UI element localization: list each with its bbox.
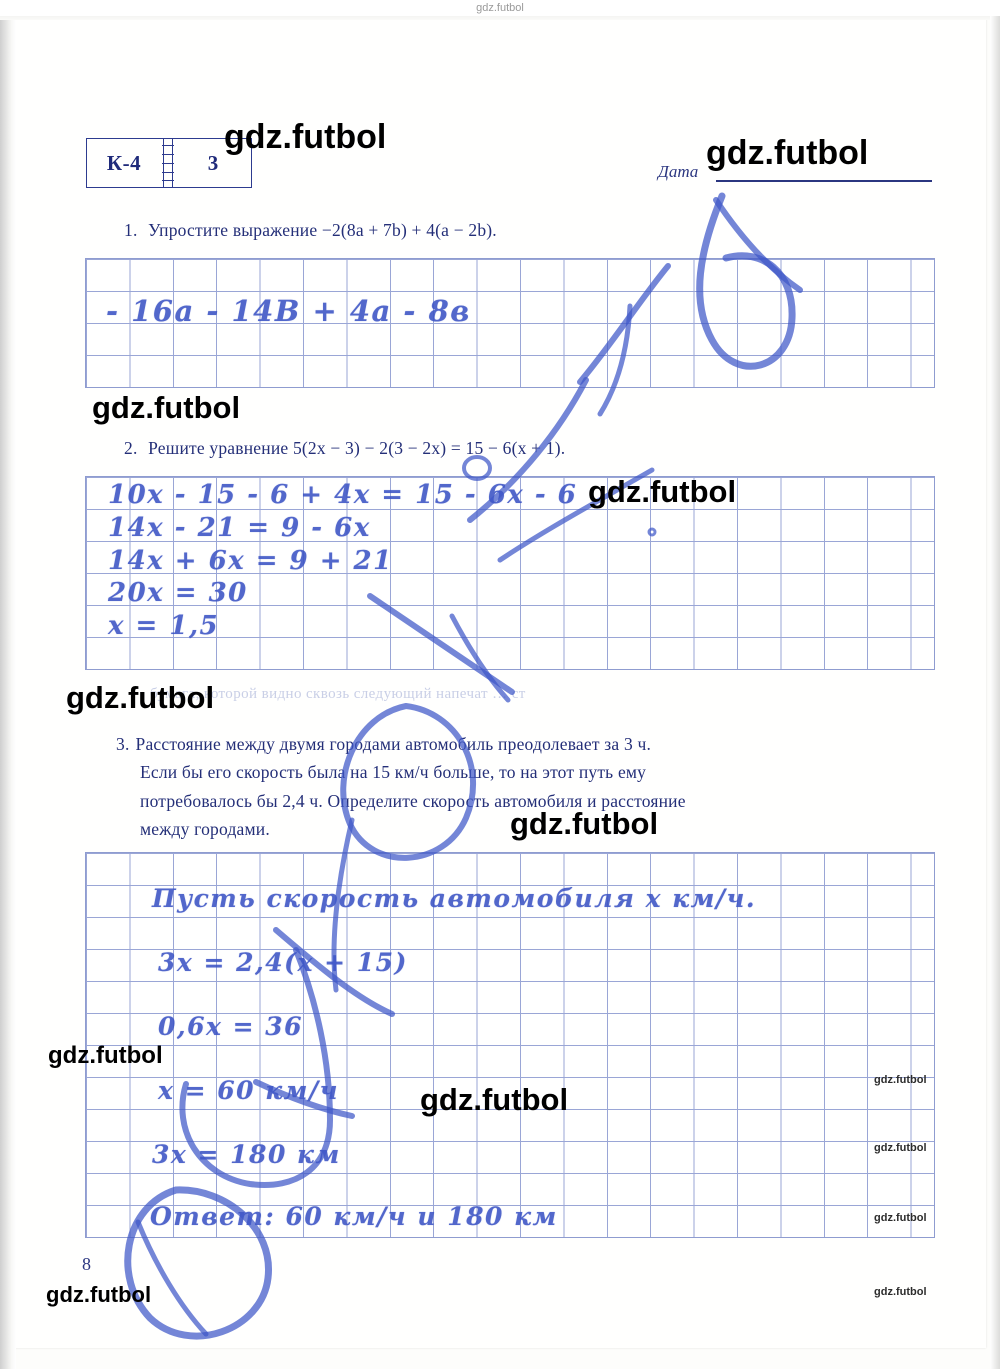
task-3-handwriting-line-5: 3x = 180 км: [152, 1140, 341, 1169]
task-3-handwriting-line-3: 0,6x = 36: [158, 1012, 304, 1041]
watermark-10: gdz.futbol: [874, 1074, 927, 1086]
date-write-line: [716, 180, 932, 182]
watermark-5: gdz.futbol: [66, 680, 215, 715]
task-3-handwriting-line-1: Пусть скорость автомобиля x км/ч.: [152, 884, 757, 913]
watermark-12: gdz.futbol: [874, 1212, 927, 1224]
watermark-9: gdz.futbol: [46, 1282, 152, 1307]
top-watermark-strip: gdz.futbol: [0, 0, 1000, 16]
task-2-statement: Решите уравнение 5(2x − 3) − 2(3 − 2x) = 15 − 6(x + 1).: [148, 438, 566, 458]
task-3-number: 3.: [116, 734, 130, 754]
scan-edge-right: [990, 0, 1000, 1369]
task-3-statement-line-3: потребовалось бы 2,4 ч. Определите скорость автомобиля и расстояние: [140, 790, 686, 811]
task-2-handwriting-line-3: 14x + 6x = 9 + 21: [108, 546, 393, 576]
watermark-1: gdz.futbol: [224, 118, 387, 156]
spiral-binding-icon: [161, 139, 175, 187]
page-number-label: 8: [82, 1254, 91, 1274]
task-3-handwriting-line-6: Ответ: 60 км/ч и 180 км: [150, 1202, 558, 1231]
variant-number-label: 3: [207, 150, 219, 175]
watermark-2: gdz.futbol: [706, 134, 869, 172]
task-3-statement-line-4: между городами.: [140, 819, 270, 840]
bleed-through-ghost-text: бумага, которой видно сквозь следующий напечат … ст: [150, 686, 526, 702]
task-3-handwriting-line-4: x = 60 км/ч: [158, 1076, 339, 1105]
task-3-handwriting-line-2: 3x = 2,4(x + 15): [158, 948, 408, 977]
task-3-statement-line-1: Расстояние между двумя городами автомобиль преодолевает за 3 ч.: [135, 734, 652, 754]
task-2-handwriting-line-1: 10x - 15 - 6 + 4x = 15 - 6x - 6: [108, 480, 578, 510]
date-label: Дата: [658, 162, 699, 181]
scan-edge-left: [0, 0, 16, 1369]
watermark-11: gdz.futbol: [874, 1142, 927, 1154]
watermark-13: gdz.futbol: [874, 1286, 927, 1298]
task-1-number: 1.: [124, 220, 138, 240]
watermark-4: gdz.futbol: [588, 474, 737, 509]
task-2-text: [124, 434, 824, 462]
watermark-6: gdz.futbol: [510, 806, 659, 841]
task-3-text: [116, 730, 856, 843]
task-2-handwriting-line-5: x = 1,5: [108, 611, 220, 641]
watermark-8: gdz.futbol: [420, 1082, 569, 1117]
task-1-text: [124, 216, 824, 244]
task-3-statement-line-2: Если бы его скорость была на 15 км/ч больше, то на этот путь ему: [140, 762, 647, 783]
watermark-7: gdz.futbol: [48, 1042, 163, 1069]
task-2-number: 2.: [124, 438, 138, 458]
task-2-handwriting-line-2: 14x - 21 = 9 - 6x: [108, 513, 371, 543]
watermark-3: gdz.futbol: [92, 390, 241, 425]
exam-code-label: К-4: [106, 150, 142, 175]
task-1-statement: Упростите выражение −2(8a + 7b) + 4(a − 2b).: [148, 220, 497, 240]
task-2-handwriting-line-4: 20x = 30: [108, 578, 248, 608]
task-1-handwriting-line-1: - 16a - 14B + 4a - 8в: [106, 294, 471, 328]
